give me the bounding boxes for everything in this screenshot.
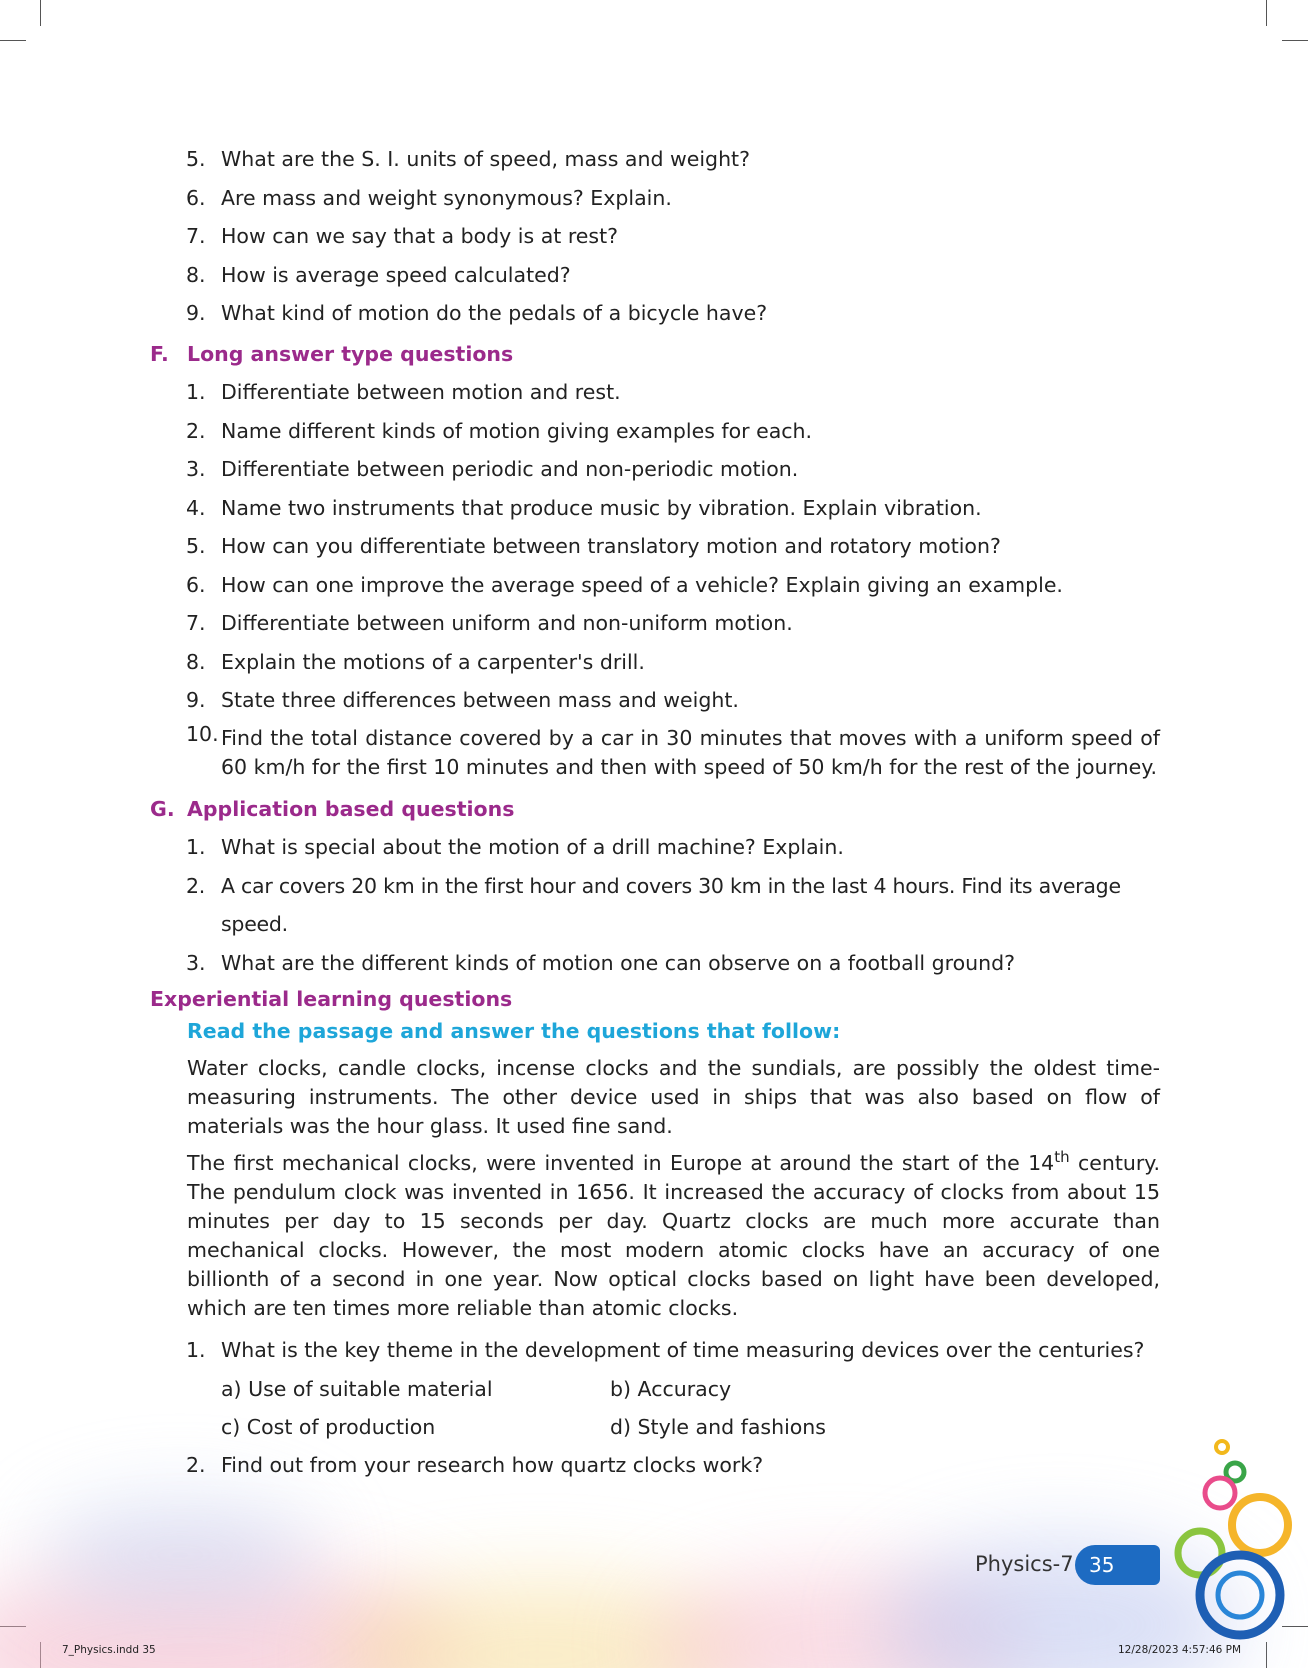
crop-mark-top-left-h <box>0 40 26 41</box>
list-item: 8. How is average speed calculated? <box>186 262 571 287</box>
list-item: 3. Differentiate between periodic and non-periodic motion. <box>186 457 799 481</box>
list-item: 1. Differentiate between motion and rest. <box>186 380 621 404</box>
print-slug-file: 7_Physics.indd 35 <box>62 1644 156 1656</box>
page-content <box>150 140 1160 1484</box>
list-item: 9. What kind of motion do the pedals of a bicycle have? <box>186 301 768 325</box>
list-item: 4. Name two instruments that produce music by vibration. Explain vibration. <box>186 495 982 520</box>
options-row-1 <box>150 1370 1160 1408</box>
crop-mark-top-left-v <box>40 0 41 26</box>
print-slug-timestamp: 12/28/2023 4:57:46 PM <box>1118 1644 1242 1656</box>
option-a: a) Use of suitable material <box>221 1376 493 1401</box>
list-item: 3. What are the different kinds of motion one can observe on a football ground? <box>186 950 1016 975</box>
option-c: c) Cost of production <box>221 1414 436 1439</box>
list-item: 6. Are mass and weight synonymous? Explain. <box>186 185 672 210</box>
list-item: 8. Explain the motions of a carpenter's drill. <box>186 649 645 674</box>
list-item: 1. What is the key theme in the development of time measuring devices over the centuries? <box>186 1338 1145 1362</box>
decorative-rings-graphic <box>1150 1435 1300 1665</box>
options-row-2 <box>150 1408 1160 1446</box>
section-f-heading: F. Long answer type questions <box>150 341 514 366</box>
book-title: Physics-7 <box>975 1552 1074 1576</box>
application-questions-list <box>150 828 1160 982</box>
experiential-heading: Experiential learning questions <box>150 987 513 1011</box>
list-item: 7. Differentiate between uniform and non-uniform motion. <box>186 611 793 635</box>
list-item: 2. Find out from your research how quartz clocks work? <box>186 1452 764 1477</box>
short-answer-questions-list <box>150 140 1160 333</box>
option-b: b) Accuracy <box>610 1376 732 1401</box>
crop-mark-top-right-v <box>1266 0 1267 26</box>
list-item: 7. How can we say that a body is at rest? <box>186 224 619 248</box>
list-item: 2. A car covers 20 km in the first hour and covers 30 km in the last 4 hours. Find its average speed. <box>186 873 1121 936</box>
list-item: 5. How can you differentiate between translatory motion and rotatory motion? <box>186 534 1001 558</box>
page-number-badge <box>1075 1545 1160 1585</box>
passage-paragraph-2: The first mechanical clocks, were invented in Europe at around the start of the 14th century. The pendulum clock was invented in 1656. It increased the accuracy of clocks from about 15 minutes per day to 15 seconds per day. Quartz clocks are much more accurate than mechanical clocks. However, the most modern atomic clocks have an accuracy of one billionth of a second in one year. Now optical clocks based on light have been developed, which are ten times more reliable than atomic clocks. <box>187 1148 1161 1320</box>
list-item: 1. What is special about the motion of a drill machine? Explain. <box>186 835 844 859</box>
list-item: 9. State three differences between mass and weight. <box>186 688 739 712</box>
passage-paragraph-1: Water clocks, candle clocks, incense clocks and the sundials, are possibly the oldest time-measuring instruments. The other device used in ships that was also based on flow of materials was the hour glass. It used fine sand. <box>187 1056 1160 1138</box>
option-d: d) Style and fashions <box>610 1414 826 1439</box>
list-item: 6. How can one improve the average speed of a vehicle? Explain giving an example. <box>186 572 1063 597</box>
list-item: 2. Name different kinds of motion giving examples for each. <box>186 418 813 443</box>
passage-instruction: Read the passage and answer the questions that follow: <box>187 1019 841 1043</box>
section-g-heading: G. Application based questions <box>150 796 515 821</box>
long-answer-questions-list <box>150 373 1160 788</box>
page-number: 35 <box>1089 1553 1115 1577</box>
list-item: 5. What are the S. I. units of speed, mass and weight? <box>186 147 750 171</box>
crop-mark-top-right-h <box>1282 40 1308 41</box>
list-item: 10. Find the total distance covered by a car in 30 minutes that moves with a uniform speed of 60 km/h for the first 10 minutes and then with speed of 50 km/h for the rest of the journey. <box>186 721 1160 779</box>
